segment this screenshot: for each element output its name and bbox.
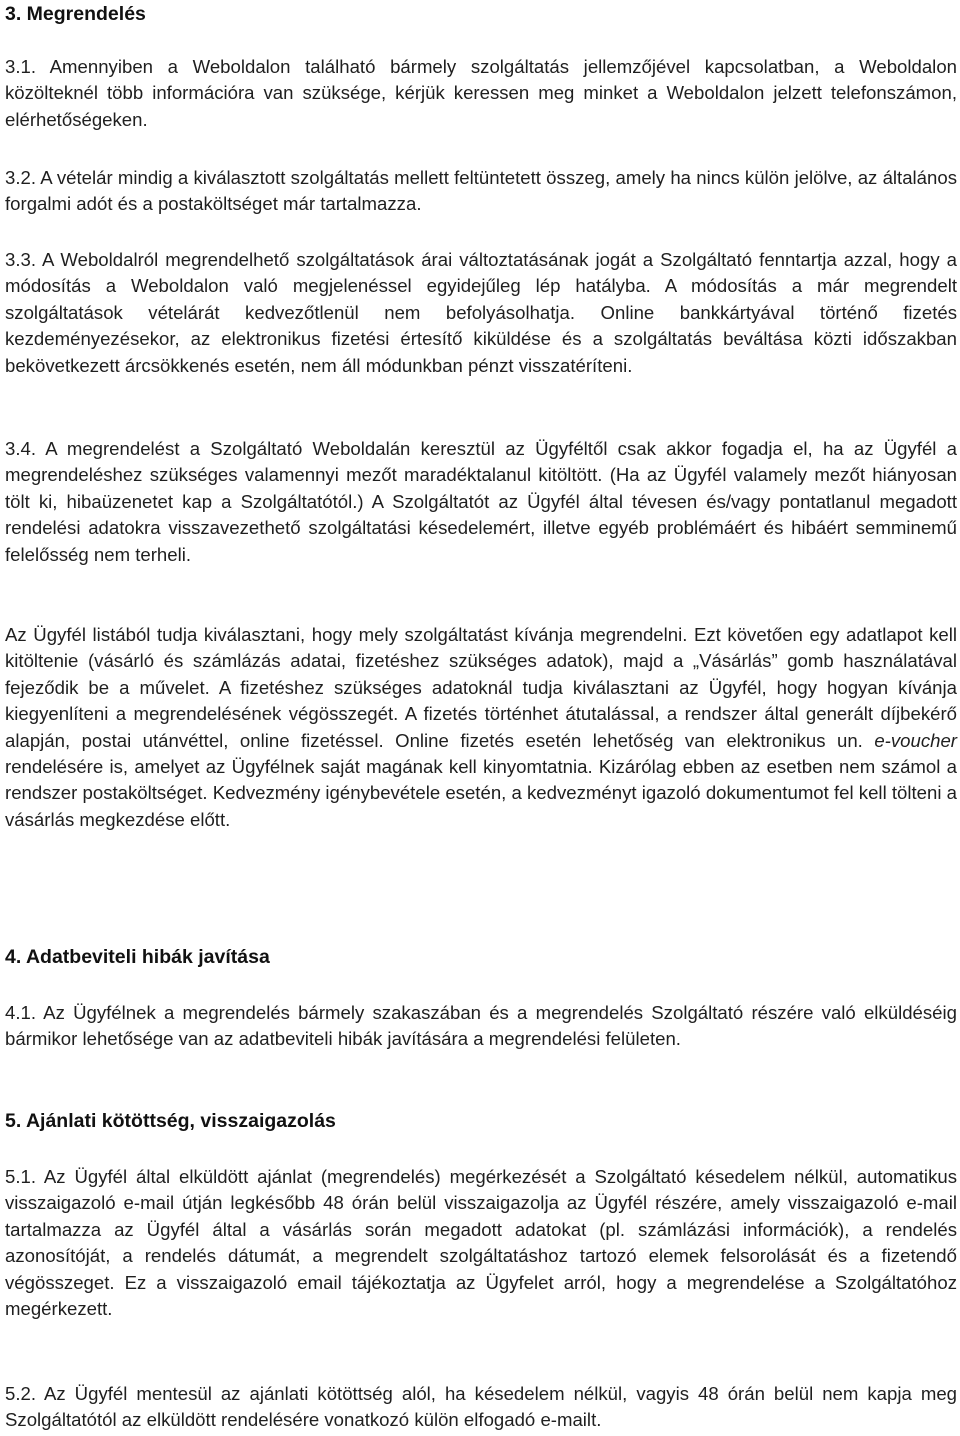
- ordering-text-part-1: Az Ügyfél listából tudja kiválasztani, hogy mely szolgáltatást kívánja megrendelni. Ezt követően egy adatlapot kell kitöltenie (vásárló és számlázás adatai, fizetéshez szükséges adatok), majd a „Vásárlás” gomb használatával fejeződik be a művelet. A fizetéshez szükséges adatoknál tudja kiválasztani az Ügyfél, hogy hogyan kívánja kiegyenlíteni a megrendelésének végösszegét. A fizetés történhet átutalással, a rendszer által generált díjbekérő alapján, postai utánvéttel, online fizetéssel. Online fizetés esetén lehetőség van elektronikus un.: [5, 624, 957, 751]
- paragraph-5-1: 5.1. Az Ügyfél által elküldött ajánlat (megrendelés) megérkezését a Szolgáltató késedelem nélkül, automatikus visszaigazoló e-mail útján legkésőbb 48 órán belül visszaigazolja az Ügyfél részére, amely visszaigazoló e-mail tartalmazza az Ügyfél által a vásárlás során megadott adatokat (pl. számlázási információk), a rendelés azonosítóját, a rendelés dátumát, a megrendelt szolgáltatáshoz tartozó elemek felsorolását és a fizetendő végösszeget. Ez a visszaigazoló email tájékoztatja az Ügyfelet arról, hogy a megrendelése a Szolgáltatóhoz megérkezett.: [5, 1166, 957, 1320]
- e-voucher-term: e-voucher: [874, 729, 957, 751]
- paragraph-3-1: 3.1. Amennyiben a Weboldalon található bármely szolgáltatás jellemzőjével kapcsolatban, a Weboldalon közölteknél több információra van szüksége, kérjük keressen meg minket a Weboldalon jelzett telefonszámon, elérhetőségeken.: [5, 56, 957, 130]
- paragraph-3-3: 3.3. A Weboldalról megrendelhető szolgáltatások árai változtatásának jogát a Szolgáltató fenntartja azzal, hogy a módosítás a Weboldalon való megjelenéssel egyidejűleg lép hatályba. A módosítás a már megrendelt szolgáltatások vételárát kedvezőtlenül nem befolyásolhatja. Online bankkártyával történő fizetés kezdeményezésekor, az elektronikus fizetési értesítő kiküldése és a szolgáltatás beváltása közti időszakban bekövetkezett árcsökkenés esetén, nem áll módunkban pénzt visszatéríteni.: [5, 249, 957, 376]
- section-heading-4: 4. Adatbeviteli hibák javítása: [5, 946, 270, 968]
- paragraph-3-2: 3.2. A vételár mindig a kiválasztott szolgáltatás mellett feltüntetett összeg, amely ha nincs külön jelölve, az általános forgalmi adót és a postaköltséget már tartalmazza.: [5, 167, 957, 215]
- ordering-text-part-2: rendelésére is, amelyet az Ügyfélnek saját magának kell kinyomtatnia. Kizárólag ebben az esetben nem számol a rendszer postaköltséget. Kedvezmény igénybevétele esetén, a kedvezményt igazoló dokumentumot fel kell tölteni a vásárlás megkezdése előtt.: [5, 756, 957, 830]
- paragraph-ordering-process: [5, 622, 957, 833]
- section-heading-3: 3. Megrendelés: [5, 3, 146, 25]
- paragraph-5-2: 5.2. Az Ügyfél mentesül az ajánlati kötöttség alól, ha késedelem nélkül, vagyis 48 órán belül nem kapja meg Szolgáltatótól az elküldött rendelésére vonatkozó külön elfogadó e-mailt.: [5, 1383, 957, 1431]
- paragraph-3-4: 3.4. A megrendelést a Szolgáltató Weboldalán keresztül az Ügyféltől csak akkor fogadja el, ha az Ügyfél a megrendeléshez szükséges valamennyi mezőt maradéktalanul kitöltött. (Ha az Ügyfél valamely mezőt hiányosan tölt ki, hibaüzenetet kap a Szolgáltatótól.) A Szolgáltatót az Ügyfél által tévesen és/vagy pontatlanul megadott rendelési adatokra visszavezethető szolgáltatási késedelemért, illetve egyéb problémáért és hibáért semminemű felelősség nem terheli.: [5, 438, 957, 565]
- paragraph-4-1: 4.1. Az Ügyfélnek a megrendelés bármely szakaszában és a megrendelés Szolgáltató részére való elküldéséig bármikor lehetősége van az adatbeviteli hibák javítására a megrendelési felületen.: [5, 1002, 957, 1050]
- section-heading-5: 5. Ajánlati kötöttség, visszaigazolás: [5, 1110, 336, 1132]
